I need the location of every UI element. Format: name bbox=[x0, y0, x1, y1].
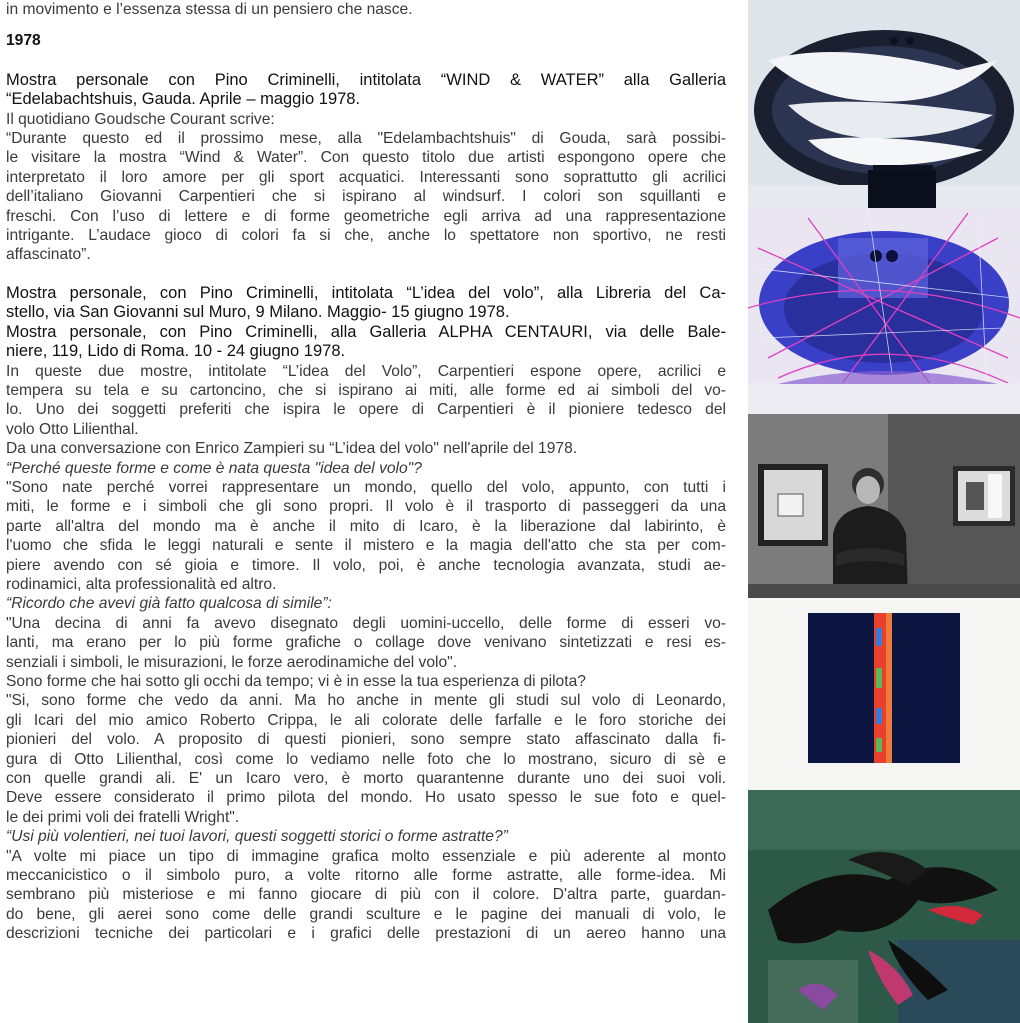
interview-question: “Usi più volentieri, nei tuoi lavori, questi soggetti storici o forme astratte?” bbox=[6, 828, 508, 846]
interview-question: “Perché queste forme e come è nata questa "idea del volo"? bbox=[6, 459, 422, 477]
paragraph-line: lo. Uno dei soggetti preferiti che ispira le opere di Carpentieri è il pioniere tedesco del bbox=[6, 401, 726, 419]
paragraph-line: “Durante questo ed il prossimo mese, alla "Edelambachtshuis" di Gouda, sarà possibi- bbox=[6, 130, 726, 148]
artwork-column bbox=[748, 0, 1020, 1023]
exhibition-line: “Edelabachtshuis, Gauda. Aprile – maggio 1978. bbox=[6, 90, 361, 109]
paragraph-line: do bene, gli aerei sono come delle grandi sculture e le pagine dei manuali di volo, le bbox=[6, 905, 726, 923]
paragraph-line: le dei primi voli dei fratelli Wright". bbox=[6, 808, 240, 826]
paragraph-line: Deve essere considerato il primo pilota del mondo. Ho usato spesso le sue foto e quel- bbox=[6, 789, 726, 807]
paragraph-line: gli Icari del mio amico Roberto Crippa, le ali colorate delle farfalle e le foro storiche dei bbox=[6, 711, 726, 729]
paragraph-line: "Sono nate perché vorrei rappresentare un mondo, quello del volo, appunto, con tutti i bbox=[6, 478, 726, 496]
paragraph-line: interpretato il loro amore per gli sport acquatici. Interessanti sono soprattutto gli acrilici bbox=[6, 168, 726, 186]
paragraph-line: In queste due mostre, intitolate “L’idea del Volo”, Carpentieri espone opere, acrilici e bbox=[6, 362, 726, 380]
artwork-green-collage bbox=[748, 790, 1020, 1023]
paragraph-line: "Si, sono forme che vedo da anni. Ma ho anche in mente gli studi sul volo di Leonardo, bbox=[6, 692, 726, 710]
exhibition-line: niere, 119, Lido di Roma. 10 - 24 giugno 1978. bbox=[6, 342, 346, 361]
paragraph-line: con quelle grandi ali. E' un Icaro vero, è morto quarantenne durante uno dei suoi voli. bbox=[6, 770, 726, 788]
paragraph-line: volo Otto Lilienthal. bbox=[6, 420, 139, 438]
artwork-blue-lines bbox=[748, 208, 1020, 414]
artwork-boat-shapes bbox=[748, 0, 1020, 208]
paragraph-line: Da una conversazione con Enrico Zampieri su “L’idea del volo" nell'aprile del 1978. bbox=[6, 440, 578, 458]
paragraph-line: affascinato”. bbox=[6, 246, 91, 264]
paragraph-line: "A volte mi piace un tipo di immagine grafica molto essenziale e più aderente al monto bbox=[6, 847, 726, 865]
paragraph-line: parte all'altra del mondo ma è anche il mito di Icaro, è la liberazione dal labirinto, è bbox=[6, 517, 726, 535]
exhibition-line: stello, via San Giovanni sul Muro, 9 Milano. Maggio- 15 giugno 1978. bbox=[6, 303, 510, 322]
article-text bbox=[6, 0, 726, 944]
paragraph-line: intrigante. L’audace gioco di colori fa si che, anche lo spettatore non sportivo, ne resti bbox=[6, 227, 726, 245]
paragraph-line: sembrano più misteriose e mi fanno giocare di più con il colore. D'altra parte, guardan- bbox=[6, 886, 726, 904]
exhibition-line: Mostra personale, con Pino Criminelli, intitolata “L’idea del volo”, alla Libreria del Ca- bbox=[6, 283, 726, 302]
paragraph-line: le visitare la mostra “Wind & Water”. Con questo titolo due artisti espongono opere che bbox=[6, 149, 726, 167]
paragraph-line: Il quotidiano Goudsche Courant scrive: bbox=[6, 110, 275, 128]
year-heading: 1978 bbox=[6, 32, 41, 50]
paragraph-line: meccanicistico o il simbolo puro, a volte ritorno alle forme astratte, alle forme-idea. Mi bbox=[6, 867, 726, 885]
paragraph-line: l'uomo che sfida le leggi naturali e sente il mistero e la magia dell'atto che sta per com- bbox=[6, 537, 726, 555]
artwork-navy-stripe bbox=[748, 598, 1020, 790]
paragraph-line: rodinamici, alta professionalità ed altro. bbox=[6, 575, 277, 593]
exhibition-line: Mostra personale, con Pino Criminelli, alla Galleria ALPHA CENTAURI, via delle Bale- bbox=[6, 322, 726, 341]
interview-question: “Ricordo che avevi già fatto qualcosa di simile”: bbox=[6, 595, 332, 613]
exhibition-line: Mostra personale con Pino Criminelli, intitolata “WIND & WATER” alla Galleria bbox=[6, 70, 726, 89]
paragraph-line: gura di Otto Lilienthal, così come lo vediamo nelle foto che lo mostrano, sicuro di sè e bbox=[6, 750, 726, 768]
paragraph-line: miti, le forme e i simboli che gli sono propri. Il volo è il trasporto di passeggeri da una bbox=[6, 498, 726, 516]
paragraph-line: freschi. Con l’uso di lettere e di forme geometriche egli arriva ad una rappresentazione bbox=[6, 207, 726, 225]
paragraph-line: pionieri del volo. A proposito di questi pionieri, sono sempre stato affascinato dalla fi- bbox=[6, 731, 726, 749]
paragraph-line: senziali i simboli, le misurazioni, le forze aerodinamiche del volo". bbox=[6, 653, 458, 671]
paragraph-line: "Una decina di anni fa avevo disegnato degli uomini-uccello, delle forme di esseri vo- bbox=[6, 614, 726, 632]
intro-line: in movimento e l’essenza stessa di un pensiero che nasce. bbox=[6, 1, 413, 18]
paragraph-line: lanti, ma erano per lo più forme grafiche o collage dove venivano sintetizzati e resi es- bbox=[6, 634, 726, 652]
paragraph-line: Sono forme che hai sotto gli occhi da tempo; vi è in esse la tua esperienza di pilota? bbox=[6, 673, 586, 690]
paragraph-line: descrizioni tecniche dei particolari e i grafici delle prestazioni di un aereo hanno una bbox=[6, 925, 726, 943]
artist-photo bbox=[748, 414, 1020, 598]
paragraph-line: tempera su tela e su cartoncino, che si ispirano ai miti, alle forme ed ai simboli del vo- bbox=[6, 381, 726, 399]
paragraph-line: dell’italiano Giovanni Carpentieri che si ispirano al windsurf. I colori son squillanti e bbox=[6, 188, 726, 206]
paragraph-line: piere avendo con sé gioia e timore. Il volo, poi, è anche tecnologia avanzata, studi ae- bbox=[6, 556, 726, 574]
